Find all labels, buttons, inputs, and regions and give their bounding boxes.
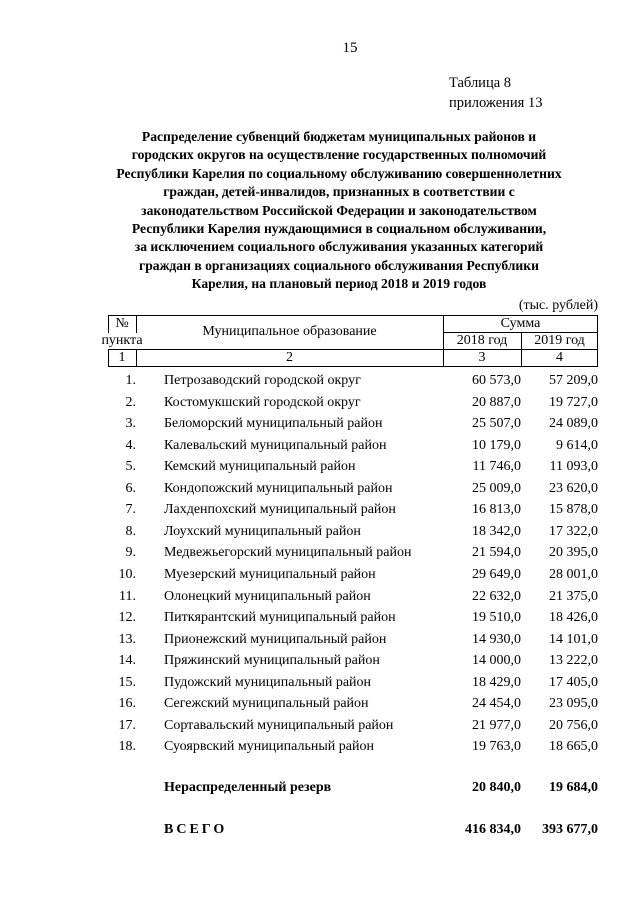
municipality-name: Пудожский муниципальный район bbox=[164, 675, 372, 690]
municipality-name: Кондопожский муниципальный район bbox=[164, 481, 393, 496]
value-2018: 18 342,0 bbox=[472, 524, 521, 539]
header-num-line-2: пункта bbox=[98, 333, 146, 349]
header-col-number-4: 4 bbox=[556, 350, 563, 365]
row-number: 10. bbox=[118, 567, 136, 582]
table-row bbox=[108, 694, 598, 714]
table-row bbox=[108, 565, 598, 585]
value-2019: 19 727,0 bbox=[549, 395, 598, 410]
value-2019: 13 222,0 bbox=[549, 653, 598, 668]
total-row bbox=[108, 820, 598, 840]
table-row bbox=[108, 608, 598, 628]
header-col-number-3: 3 bbox=[478, 350, 486, 365]
municipality-name: Беломорский муниципальный район bbox=[164, 416, 383, 431]
value-2019: 9 614,0 bbox=[556, 438, 598, 453]
table-row bbox=[108, 522, 598, 542]
value-2019: 24 089,0 bbox=[549, 416, 598, 431]
municipality-name: Костомукшский городской округ bbox=[164, 395, 361, 410]
row-number: 9. bbox=[125, 545, 136, 560]
municipality-name: Питкярантский муниципальный район bbox=[164, 610, 396, 625]
value-2019: 21 375,0 bbox=[549, 589, 598, 604]
header-municipality: Муниципальное образование bbox=[202, 324, 377, 339]
value-2018: 16 813,0 bbox=[472, 502, 521, 517]
reserve-value-2019: 19 684,0 bbox=[549, 780, 598, 795]
table-row bbox=[108, 587, 598, 607]
value-2019: 14 101,0 bbox=[549, 632, 598, 647]
value-2018: 18 429,0 bbox=[472, 675, 521, 690]
value-2018: 24 454,0 bbox=[472, 696, 521, 711]
table-header bbox=[101, 315, 598, 367]
title-line: Распределение субвенций бюджетам муниципальных районов и bbox=[141, 129, 537, 144]
table-row bbox=[108, 651, 598, 671]
row-number: 11. bbox=[119, 589, 136, 604]
total-label: ВСЕГО bbox=[164, 822, 228, 837]
header-year-2018: 2018 год bbox=[456, 333, 508, 348]
value-2018: 19 510,0 bbox=[472, 610, 521, 625]
municipality-name: Медвежьегорский муниципальный район bbox=[164, 545, 412, 560]
municipality-name: Кемский муниципальный район bbox=[164, 459, 356, 474]
unit-label: (тыс. рублей) bbox=[518, 298, 598, 313]
value-2018: 10 179,0 bbox=[472, 438, 521, 453]
header-col-number-1: 1 bbox=[118, 350, 126, 365]
municipality-name: Лахденпохский муниципальный район bbox=[164, 502, 396, 517]
value-2018: 21 594,0 bbox=[472, 545, 521, 560]
title-line: городских округов на осуществление государственных полномочий bbox=[131, 147, 547, 163]
title-line: за исключением социального обслуживания указанных категорий bbox=[134, 239, 544, 255]
row-number: 8. bbox=[125, 524, 136, 539]
row-number: 16. bbox=[118, 696, 136, 711]
reserve-row bbox=[108, 778, 598, 798]
value-2018: 22 632,0 bbox=[472, 589, 521, 604]
municipality-name: Сегежский муниципальный район bbox=[164, 696, 369, 711]
title-line: граждан, детей-инвалидов, признанных в соответствии с bbox=[163, 184, 515, 200]
value-2018: 29 649,0 bbox=[472, 567, 521, 582]
value-2018: 25 507,0 bbox=[472, 416, 521, 431]
value-2019: 17 322,0 bbox=[549, 524, 598, 539]
value-2019: 11 093,0 bbox=[549, 459, 598, 474]
table-row bbox=[108, 479, 598, 499]
row-number: 18. bbox=[118, 739, 136, 754]
value-2018: 20 887,0 bbox=[472, 395, 521, 410]
municipality-name: Олонецкий муниципальный район bbox=[164, 589, 371, 604]
value-2019: 20 756,0 bbox=[549, 718, 598, 733]
row-number: 14. bbox=[118, 653, 136, 668]
row-number: 15. bbox=[118, 675, 136, 690]
municipality-name: Пряжинский муниципальный район bbox=[164, 653, 380, 668]
header-sum: Сумма bbox=[500, 316, 541, 331]
municipality-name: Лоухский муниципальный район bbox=[164, 524, 361, 539]
header-num-line-1: № bbox=[115, 316, 129, 331]
municipality-name: Сортавальский муниципальный район bbox=[164, 718, 394, 733]
row-number: 13. bbox=[118, 632, 136, 647]
table-reference-line-2: приложения 13 bbox=[449, 95, 543, 111]
total-value-2019: 393 677,0 bbox=[542, 822, 598, 837]
title-line: Республики Карелия нуждающимися в социальном обслуживании, bbox=[131, 221, 547, 237]
row-number: 2. bbox=[125, 395, 136, 410]
table-row bbox=[108, 737, 598, 757]
table-row bbox=[108, 630, 598, 650]
header-bottom-border bbox=[108, 366, 598, 367]
value-2018: 14 000,0 bbox=[472, 653, 521, 668]
value-2018: 14 930,0 bbox=[472, 632, 521, 647]
municipality-name: Муезерский муниципальный район bbox=[164, 567, 376, 582]
table-row bbox=[108, 457, 598, 477]
table-row bbox=[108, 673, 598, 693]
table-row bbox=[108, 716, 598, 736]
header-col-number-2: 2 bbox=[286, 350, 293, 365]
value-2019: 23 095,0 bbox=[549, 696, 598, 711]
municipality-name: Петрозаводский городской округ bbox=[164, 373, 361, 388]
municipality-name: Прионежский муниципальный район bbox=[164, 632, 387, 647]
value-2018: 25 009,0 bbox=[472, 481, 521, 496]
row-number: 1. bbox=[125, 373, 136, 388]
title-line: Республики Карелия по социальному обслуживанию совершеннолетних bbox=[116, 165, 562, 181]
row-number: 12. bbox=[118, 610, 136, 625]
value-2018: 21 977,0 bbox=[472, 718, 521, 733]
table-row bbox=[108, 414, 598, 434]
value-2019: 23 620,0 bbox=[549, 481, 598, 496]
row-number: 17. bbox=[118, 718, 136, 733]
row-number: 3. bbox=[125, 416, 136, 431]
title-line: Карелия, на плановый период 2018 и 2019 годов bbox=[191, 276, 487, 292]
value-2018: 19 763,0 bbox=[472, 739, 521, 754]
reserve-value-2018: 20 840,0 bbox=[472, 780, 521, 795]
value-2019: 17 405,0 bbox=[549, 675, 598, 690]
row-number: 5. bbox=[125, 459, 136, 474]
value-2019: 18 426,0 bbox=[549, 610, 598, 625]
table-row bbox=[108, 371, 598, 391]
table-row bbox=[108, 393, 598, 413]
table-reference bbox=[449, 73, 542, 113]
row-number: 4. bbox=[125, 438, 136, 453]
value-2019: 15 878,0 bbox=[549, 502, 598, 517]
value-2019: 28 001,0 bbox=[549, 567, 598, 582]
table-title bbox=[80, 128, 598, 294]
municipality-name: Калевальский муниципальный район bbox=[164, 438, 387, 453]
row-number: 6. bbox=[125, 481, 136, 496]
title-line: граждан в организациях социального обслуживания Республики bbox=[139, 257, 539, 273]
value-2019: 18 665,0 bbox=[549, 739, 598, 754]
row-number: 7. bbox=[125, 502, 136, 517]
total-value-2018: 416 834,0 bbox=[465, 822, 521, 837]
table-row bbox=[108, 500, 598, 520]
table-row bbox=[108, 436, 598, 456]
table-row bbox=[108, 543, 598, 563]
page-number: 15 bbox=[342, 40, 358, 56]
value-2018: 60 573,0 bbox=[472, 373, 521, 388]
header-year-2019: 2019 год bbox=[534, 333, 585, 348]
value-2018: 11 746,0 bbox=[472, 459, 521, 474]
value-2019: 20 395,0 bbox=[549, 545, 598, 560]
title-line: законодательством Российской Федерации и законодательством bbox=[141, 202, 537, 218]
municipality-name: Суоярвский муниципальный район bbox=[164, 739, 374, 754]
reserve-label: Нераспределенный резерв bbox=[164, 780, 332, 795]
value-2019: 57 209,0 bbox=[549, 373, 598, 388]
table-reference-line-1: Таблица 8 bbox=[449, 75, 512, 91]
